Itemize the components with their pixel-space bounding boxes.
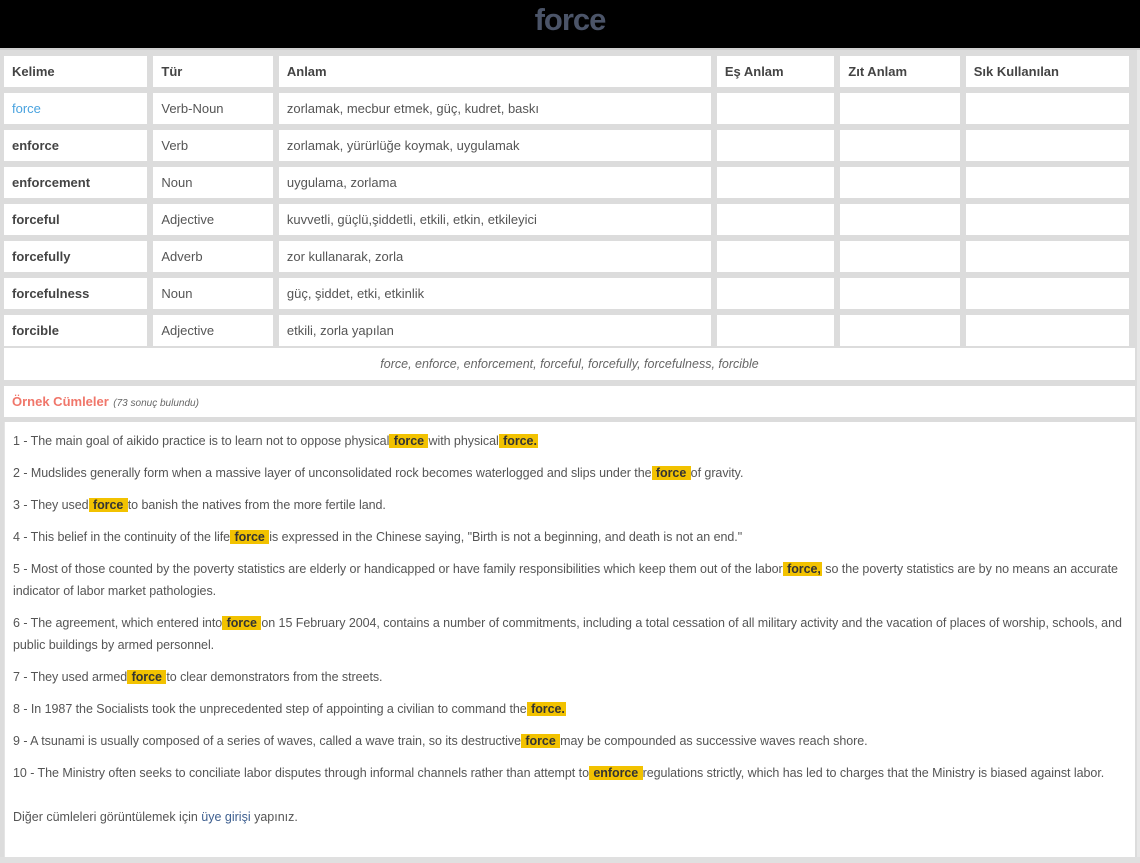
header-bar: [0, 0, 1140, 48]
antonym-cell: [840, 130, 959, 161]
highlighted-term: force: [231, 530, 269, 544]
sentence-text: to clear demonstrators from the streets.: [166, 670, 383, 684]
example-sentence: [13, 698, 1127, 720]
login-prompt-text: Diğer cümleleri görüntülemek için: [13, 810, 202, 824]
table-row: [4, 130, 1129, 161]
highlighted-term: force: [128, 670, 166, 684]
word-type: Verb: [153, 130, 272, 161]
word-link[interactable]: enforcement: [4, 167, 147, 198]
word-type: Adjective: [153, 204, 272, 235]
word-meaning: etkili, zorla yapılan: [279, 315, 711, 346]
member-login-link[interactable]: üye girişi: [201, 810, 251, 824]
example-sentence: [13, 762, 1127, 784]
results-count: (73 sonuç bulundu): [113, 398, 199, 409]
example-sentence: [13, 462, 1127, 484]
common-usage-cell: [966, 167, 1129, 198]
synonym-cell: [717, 241, 834, 272]
sentence-text: 9 - A tsunami is usually composed of a series of waves, called a wave train, so its destructive: [13, 734, 521, 748]
common-usage-cell: [966, 130, 1129, 161]
example-sentence: [13, 430, 1127, 452]
sentence-text: 5 - Most of those counted by the poverty statistics are elderly or handicapped or have family responsibilities which keep them out of the labor: [13, 562, 783, 576]
column-header-anlam: Anlam: [279, 56, 711, 87]
sentence-text: 4 - This belief in the continuity of the life: [13, 530, 231, 544]
sentence-text: 6 - The agreement, which entered into: [13, 616, 223, 630]
antonym-cell: [840, 93, 959, 124]
common-usage-cell: [966, 315, 1129, 346]
login-prompt: [13, 806, 1127, 828]
examples-title: Örnek Cümleler: [12, 394, 109, 409]
highlighted-term: force.: [527, 702, 565, 716]
table-row: [4, 167, 1129, 198]
synonym-cell: [717, 315, 834, 346]
table-row: [4, 278, 1129, 309]
highlighted-term: force: [652, 466, 690, 480]
example-sentence: [13, 730, 1127, 752]
word-type: Adverb: [153, 241, 272, 272]
word-table: [0, 50, 1135, 352]
sentence-text: regulations strictly, which has led to charges that the Ministry is biased against labor.: [642, 766, 1105, 780]
word-type: Noun: [153, 167, 272, 198]
synonym-cell: [717, 167, 834, 198]
word-link[interactable]: forcefully: [4, 241, 147, 272]
word-link[interactable]: forcible: [4, 315, 147, 346]
highlighted-term: force: [522, 734, 560, 748]
examples-header: [4, 386, 1135, 417]
word-link[interactable]: force: [4, 93, 147, 124]
example-sentence: [13, 612, 1127, 656]
word-link[interactable]: enforce: [4, 130, 147, 161]
word-link[interactable]: forceful: [4, 204, 147, 235]
common-usage-cell: [966, 93, 1129, 124]
common-usage-cell: [966, 241, 1129, 272]
page-edge: [0, 857, 1140, 863]
example-sentence: [13, 526, 1127, 548]
sentence-text: 3 - They used: [13, 498, 89, 512]
sentence-text: 8 - In 1987 the Socialists took the unprecedented step of appointing a civilian to command the: [13, 702, 527, 716]
word-meaning: uygulama, zorlama: [279, 167, 711, 198]
common-usage-cell: [966, 204, 1129, 235]
column-header-es-anlam: Eş Anlam: [717, 56, 834, 87]
sentence-text: with physical: [428, 434, 499, 448]
word-meaning: kuvvetli, güçlü,şiddetli, etkili, etkin, etkileyici: [279, 204, 711, 235]
word-meaning: zorlamak, mecbur etmek, güç, kudret, baskı: [279, 93, 711, 124]
word-family-list: force, enforce, enforcement, forceful, forcefully, forcefulness, forcible: [4, 348, 1135, 380]
synonym-cell: [717, 93, 834, 124]
sentence-text: to banish the natives from the more fertile land.: [127, 498, 386, 512]
sentence-text: 2 - Mudslides generally form when a massive layer of unconsolidated rock becomes waterlogged and slips under the: [13, 466, 652, 480]
table-row: [4, 204, 1129, 235]
column-header-kelime: Kelime: [4, 56, 147, 87]
highlighted-term: force: [390, 434, 428, 448]
antonym-cell: [840, 204, 959, 235]
table-row: [4, 93, 1129, 124]
highlighted-term: force: [89, 498, 127, 512]
sentence-text: 7 - They used armed: [13, 670, 128, 684]
synonym-cell: [717, 278, 834, 309]
sentence-text: so the poverty statistics are by no means an accurate indicator of labor market pathologies.: [13, 562, 1118, 598]
synonym-cell: [717, 204, 834, 235]
word-meaning: zor kullanarak, zorla: [279, 241, 711, 272]
word-type: Verb-Noun: [153, 93, 272, 124]
sentence-text: 10 - The Ministry often seeks to conciliate labor disputes through informal channels rather than attempt to: [13, 766, 589, 780]
column-header-tur: Tür: [153, 56, 272, 87]
example-sentences-panel: [4, 422, 1135, 857]
highlighted-term: force.: [499, 434, 537, 448]
sentence-text: may be compounded as successive waves reach shore.: [560, 734, 868, 748]
word-meaning: güç, şiddet, etki, etkinlik: [279, 278, 711, 309]
table-header-row: [4, 56, 1129, 87]
page-title: force: [534, 2, 606, 37]
table-row: [4, 315, 1129, 346]
table-row: [4, 241, 1129, 272]
sentence-text: 1 - The main goal of aikido practice is to learn not to oppose physical: [13, 434, 390, 448]
antonym-cell: [840, 241, 959, 272]
highlighted-term: enforce: [589, 766, 642, 780]
word-type: Noun: [153, 278, 272, 309]
antonym-cell: [840, 167, 959, 198]
column-header-zit-anlam: Zıt Anlam: [840, 56, 959, 87]
word-meaning: zorlamak, yürürlüğe koymak, uygulamak: [279, 130, 711, 161]
common-usage-cell: [966, 278, 1129, 309]
highlighted-term: force,: [783, 562, 821, 576]
login-prompt-text: yapınız.: [250, 810, 298, 824]
antonym-cell: [840, 315, 959, 346]
sentence-text: is expressed in the Chinese saying, "Birth is not a beginning, and death is not an end.": [269, 530, 743, 544]
example-sentence: [13, 666, 1127, 688]
synonym-cell: [717, 130, 834, 161]
word-link[interactable]: forcefulness: [4, 278, 147, 309]
highlighted-term: force: [223, 616, 261, 630]
example-sentence: [13, 558, 1127, 602]
example-sentence: [13, 494, 1127, 516]
antonym-cell: [840, 278, 959, 309]
column-header-sik-kullanilan: Sık Kullanılan: [966, 56, 1129, 87]
sentence-text: of gravity.: [690, 466, 744, 480]
sentence-text: on 15 February 2004, contains a number of commitments, including a total cessation of all military activity and the vacation of places of worship, schools, and public buildings by armed personnel.: [13, 616, 1122, 652]
word-type: Adjective: [153, 315, 272, 346]
